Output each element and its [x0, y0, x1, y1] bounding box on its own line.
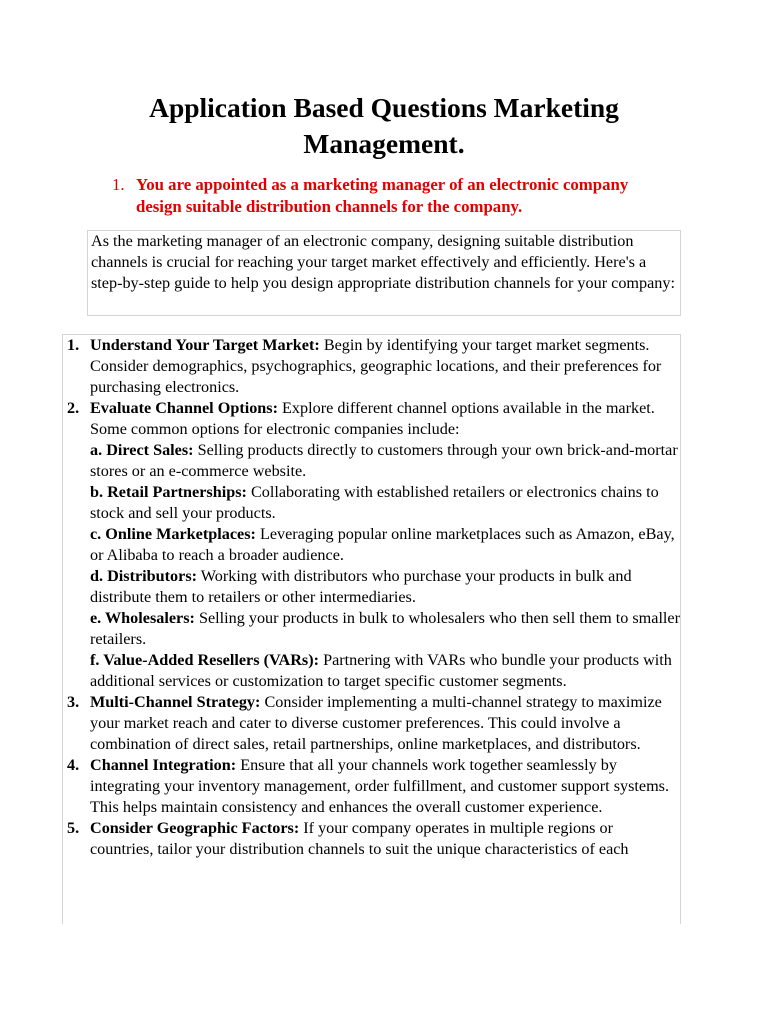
list-item-step-4 [63, 755, 680, 818]
list-item-step-2 [63, 398, 680, 440]
option-heading: d. Distributors: [90, 567, 198, 585]
step-text: Consider implementing a multi-channel strategy to maximize your market reach and cater to diverse customer preferences. This could involve a combination of direct sales, retail partnerships, online marketplaces, and distributors. [90, 693, 662, 753]
list-item-step-5 [63, 818, 680, 860]
question-text: You are appointed as a marketing manager of an electronic company design suitable distribution channels for the company. [136, 175, 629, 216]
step-number: 4. [67, 756, 80, 774]
question-1 [112, 174, 672, 218]
list-item-step-3 [63, 692, 680, 755]
step-text: Explore different channel options available in the market. Some common options for electronic companies include: [90, 399, 655, 438]
intro-paragraph: As the marketing manager of an electronic company, designing suitable distribution channels is crucial for reaching your target market effectively and efficiently. Here's a step-by-step guide to help you design appropriate distribution channels for your company: [87, 230, 681, 316]
question-number: 1. [112, 175, 125, 194]
steps-list [62, 334, 681, 924]
option-heading: f. Value-Added Resellers (VARs): [90, 651, 320, 669]
step-text: Ensure that all your channels work together seamlessly by integrating your inventory management, order fulfillment, and customer support systems. This helps maintain consistency and enhances the overall customer experience. [90, 756, 670, 816]
channel-options-list [63, 440, 680, 692]
list-item-value-added-resellers [90, 650, 680, 692]
step-heading: Understand Your Target Market: [90, 336, 320, 354]
list-item-direct-sales [90, 440, 680, 482]
option-text: Working with distributors who purchase your products in bulk and distribute them to retailers or other intermediaries. [90, 567, 632, 606]
step-number: 1. [67, 336, 80, 354]
option-heading: c. Online Marketplaces: [90, 525, 256, 543]
step-number: 5. [67, 819, 80, 837]
option-text: Partnering with VARs who bundle your products with additional services or customization to target specific customer segments. [90, 651, 672, 690]
step-heading: Consider Geographic Factors: [90, 819, 300, 837]
step-heading: Evaluate Channel Options: [90, 399, 278, 417]
option-text: Selling your products in bulk to wholesalers who then sell them to smaller retailers. [90, 609, 681, 648]
step-heading: Channel Integration: [90, 756, 237, 774]
page-title-line-1: Application Based Questions Marketing [149, 92, 619, 123]
step-text: Begin by identifying your target market segments. Consider demographics, psychographics, geographic locations, and their preferences for purchasing electronics. [90, 336, 662, 396]
step-number: 3. [67, 693, 80, 711]
list-item-step-1 [63, 335, 680, 398]
step-heading: Multi-Channel Strategy: [90, 693, 261, 711]
option-heading: a. Direct Sales: [90, 441, 194, 459]
option-text: Leveraging popular online marketplaces such as Amazon, eBay, or Alibaba to reach a broader audience. [90, 525, 675, 564]
option-text: Collaborating with established retailers or electronics chains to stock and sell your products. [90, 483, 659, 522]
option-text: Selling products directly to customers through your own brick-and-mortar stores or an e-commerce website. [90, 441, 678, 480]
list-item-online-marketplaces [90, 524, 680, 566]
list-item-retail-partnerships [90, 482, 680, 524]
list-item-distributors [90, 566, 680, 608]
option-heading: e. Wholesalers: [90, 609, 195, 627]
step-number: 2. [67, 399, 80, 417]
option-heading: b. Retail Partnerships: [90, 483, 247, 501]
page-title-line-2: Management. [303, 128, 465, 159]
step-text: If your company operates in multiple regions or countries, tailor your distribution channels to suit the unique characteristics of each [90, 819, 629, 858]
list-item-wholesalers [90, 608, 680, 650]
page-title [0, 90, 768, 162]
